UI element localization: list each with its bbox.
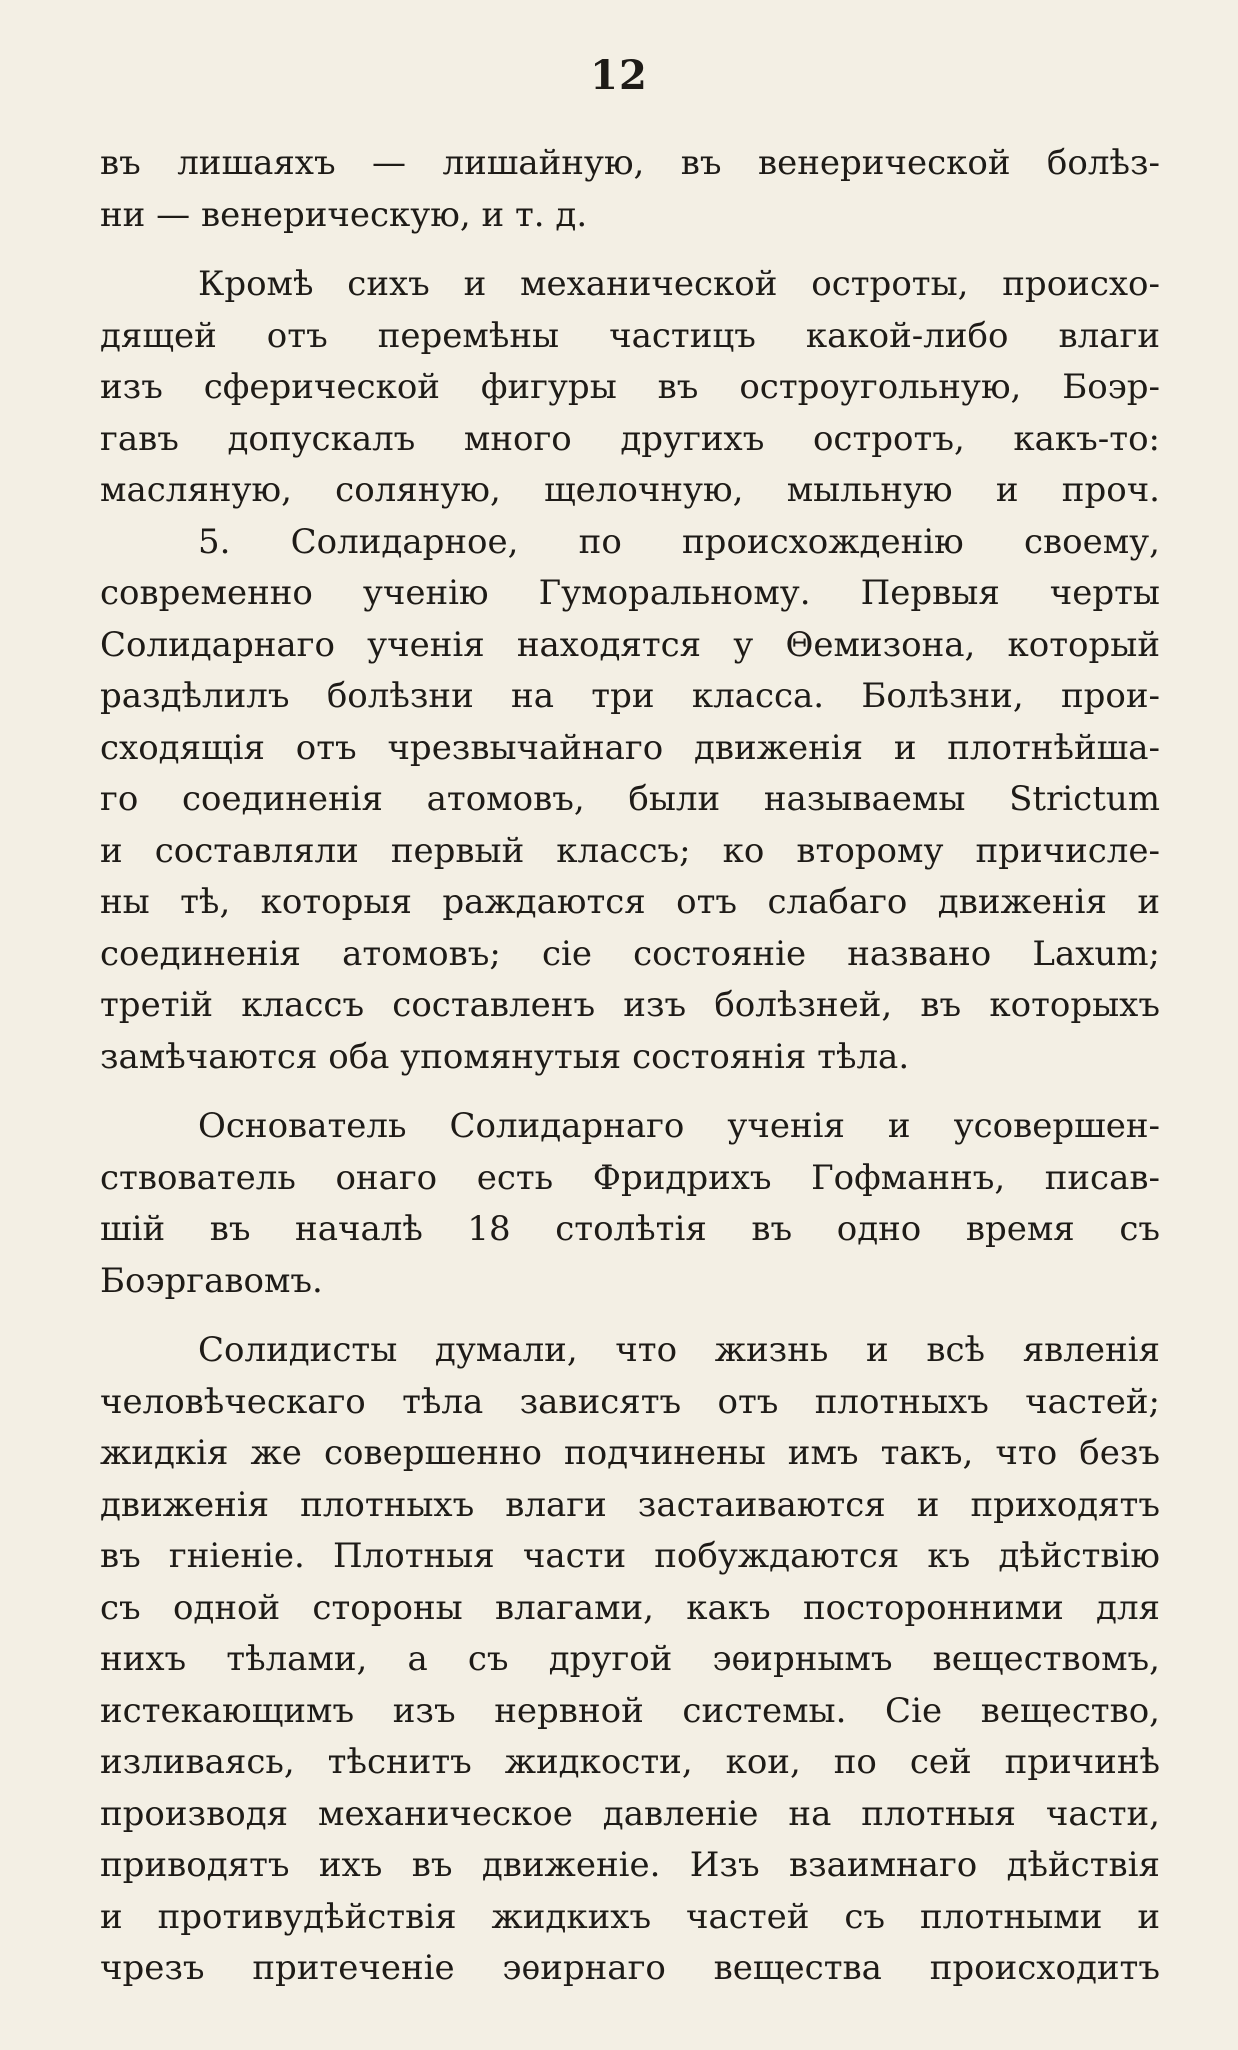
text-line: раздѣлилъ болѣзни на три класса. Болѣзни, прои- (100, 676, 1160, 716)
text-line: приводятъ ихъ въ движеніе. Изъ взаимнаго дѣйствія (100, 1845, 1160, 1885)
text-line: современно ученію Гуморальному. Первыя черты (100, 573, 1160, 613)
text-line: Солидарнаго ученія находятся у Θемизона, который (100, 624, 1160, 665)
text-line: съ одной стороны влагами, какъ посторонними для (100, 1587, 1160, 1628)
text-line: въ гніеніе. Плотныя части побуждаются къ дѣйствію (100, 1536, 1160, 1576)
text-line: шій въ началѣ 18 столѣтія въ одно время съ (100, 1209, 1160, 1249)
text-line: сходящія отъ чрезвычайнаго движенія и плотнѣйша- (100, 727, 1160, 768)
text-line: 5. Солидарное, по происхожденію своему, (198, 521, 1160, 562)
text-line: движенія плотныхъ влаги застаиваются и приходятъ (100, 1484, 1160, 1525)
text-line: дящей отъ перемѣны частицъ какой-либо влаги (100, 315, 1160, 356)
body-text (100, 138, 1160, 1995)
text-line: Кромѣ сихъ и механической остроты, происхо- (198, 264, 1160, 304)
text-line: масляную, соляную, щелочную, мыльную и проч. (100, 470, 1160, 510)
page-number: 12 (590, 52, 648, 99)
text-line: чрезъ притеченіе эѳирнаго вещества происходитъ (100, 1948, 1160, 1988)
text-line: жидкія же совершенно подчинены имъ такъ, что безъ (100, 1433, 1160, 1473)
paragraph-4 (100, 1101, 1160, 1307)
paragraph-1 (100, 138, 1160, 241)
text-line: истекающимъ изъ нервной системы. Сіе вещество, (100, 1690, 1160, 1731)
text-line: производя механическое давленіе на плотныя части, (100, 1793, 1160, 1834)
paragraph-2 (100, 259, 1160, 517)
text-line: и составляли первый классъ; ко второму причисле- (100, 830, 1160, 871)
paragraph-3 (100, 517, 1160, 1084)
text-line: ствователь онаго есть Фридрихъ Гофманнъ, писав- (100, 1157, 1160, 1198)
text-line: изливаясь, тѣснитъ жидкости, кои, по сей причинѣ (100, 1742, 1160, 1782)
text-line: Основатель Солидарнаго ученія и усовершен- (198, 1106, 1160, 1146)
paragraph-5 (100, 1325, 1160, 1995)
text-line: третій классъ составленъ изъ болѣзней, въ которыхъ (100, 985, 1160, 1025)
text-line: соединенія атомовъ; сіе состояніе названо Laxum; (100, 933, 1160, 974)
text-line: Солидисты думали, что жизнь и всѣ явленія (198, 1330, 1160, 1370)
text-line: нихъ тѣлами, а съ другой эѳирнымъ веществомъ, (100, 1639, 1160, 1679)
text-line: Боэргавомъ. (100, 1260, 323, 1301)
text-line: и противудѣйствія жидкихъ частей съ плотными и (100, 1896, 1160, 1937)
text-line: замѣчаются оба упомянутыя состоянія тѣла. (100, 1036, 910, 1077)
text-line: человѣческаго тѣла зависятъ отъ плотныхъ частей; (100, 1381, 1160, 1422)
text-line: гавъ допускалъ много другихъ остротъ, какъ-то: (100, 418, 1160, 459)
text-line: въ лишаяхъ — лишайную, въ венерической болѣз- (100, 143, 1160, 183)
text-line: ни — венерическую, и т. д. (100, 194, 588, 235)
text-line: го соединенія атомовъ, были называемы Strictum (100, 779, 1160, 819)
text-line: ны тѣ, которыя раждаются отъ слабаго движенія и (100, 882, 1160, 922)
text-line: изъ сферической фигуры въ остроугольную, Боэр- (100, 367, 1160, 407)
